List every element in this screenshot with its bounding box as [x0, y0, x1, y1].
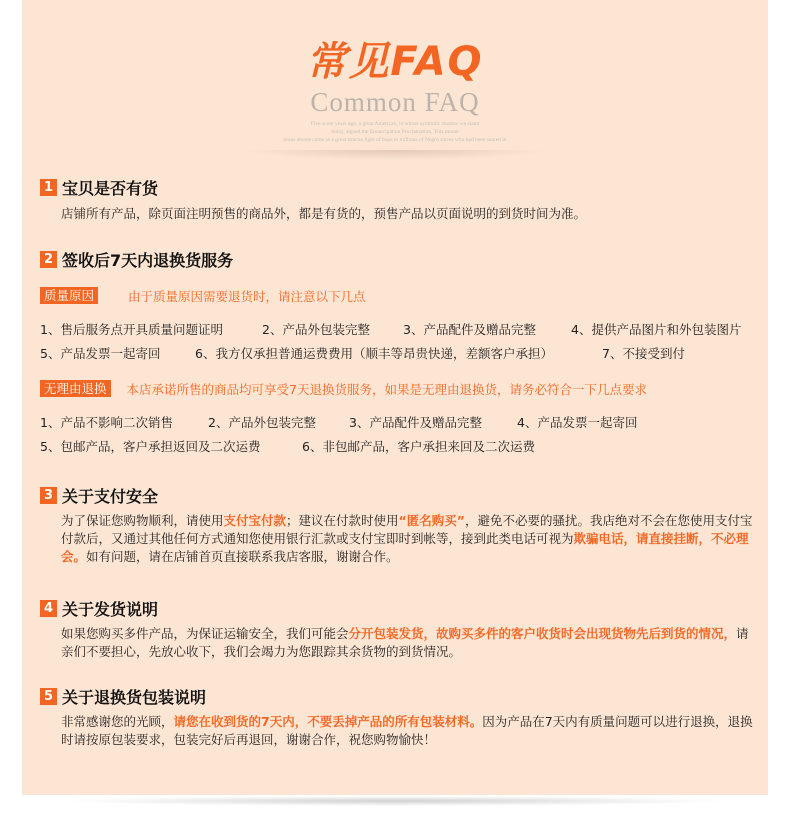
section-title: 关于支付安全: [62, 486, 159, 506]
section-title: 关于退换货包装说明: [62, 687, 207, 707]
quality-reason-note: 由于质量原因需要退货时，请注意以下几点: [128, 288, 366, 304]
decorative-small-text: Five score years ago, a great American, in whose symbolic shadow we stand today, signed the Emancipation Proclamation. This mome ntous decree came as a great beacon light of hope to millions of Negro slaves who had been seared in: [283, 121, 507, 143]
list-item: 2、产品外包装完整: [262, 322, 370, 337]
no-reason-note: 本店承诺所售的商品均可享受7天退换货服务，如果是无理由退换货，请务必符合一下几点要求: [126, 381, 647, 397]
section-number-badge: 5: [40, 688, 57, 705]
panel-shadow: [60, 796, 730, 806]
section-title: 关于发货说明: [62, 599, 159, 619]
list-item: 3、产品配件及赠品完整: [403, 322, 536, 337]
no-reason-tag: 无理由退换: [40, 380, 111, 397]
list-item: 3、产品配件及赠品完整: [349, 415, 482, 430]
list-item: 5、产品发票一起寄回: [40, 346, 161, 361]
section-text: 为了保证您购物顺利，请使用支付宝付款；建议在付款时使用“匿名购买”，避免不必要的骚扰。我店绝对不会在您使用支付宝付款后，又通过其他任何方式通知您使用银行汇款或支付宝即时到帐等，接到此类电话可视为欺骗电话，请直接挂断，不必理会。如有问题，请在店铺首页直接联系我店客服，谢谢合作。: [61, 513, 753, 564]
no-reason-list-row: [40, 413, 637, 431]
list-item: 7、不接受到付: [602, 346, 685, 361]
faq-title: 常见FAQ: [306, 39, 484, 85]
section-packaging: [40, 685, 760, 749]
section-number-badge: 1: [40, 179, 57, 196]
section-text: 店铺所有产品，除页面注明预售的商品外，都是有货的，预售产品以页面说明的到货时间为准。: [61, 206, 587, 221]
quality-list-row: [40, 344, 685, 362]
section-payment: [40, 484, 760, 566]
list-item: 1、产品不影响二次销售: [40, 415, 173, 430]
section-number-badge: 2: [40, 251, 57, 268]
section-title: 签收后7天内退换货服务: [62, 250, 234, 270]
header-divider: [240, 150, 550, 160]
quality-reason-tag: 质量原因: [40, 287, 98, 304]
list-item: 4、产品发票一起寄回: [517, 415, 638, 430]
list-item: 6、非包邮产品，客户承担来回及二次运费: [302, 439, 535, 454]
quality-reason-row: [40, 287, 366, 304]
no-reason-row: [40, 380, 647, 397]
section-text: 非常感谢您的光顾，请您在收到货的7天内，不要丢掉产品的所有包装材料。因为产品在7天内有质量问题可以进行退换，退换时请按原包装要求，包装完好后再退回，谢谢合作，祝您购物愉快！: [61, 714, 753, 747]
section-returns: [40, 248, 233, 270]
list-item: 1、售后服务点开具质量问题证明: [40, 322, 223, 337]
list-item: 2、产品外包装完整: [208, 415, 316, 430]
no-reason-list-row: [40, 437, 535, 455]
section-number-badge: 4: [40, 600, 57, 617]
list-item: 4、提供产品图片和外包装图片: [571, 322, 742, 337]
list-item: 6、我方仅承担普通运费费用（顺丰等昂贵快递，差额客户承担）: [195, 346, 553, 361]
section-number-badge: 3: [40, 487, 57, 504]
quality-list-row: [40, 320, 741, 338]
section-text: 如果您购买多件产品，为保证运输安全，我们可能会分开包装发货，故购买多件的客户收货时会出现货物先后到货的情况，请亲们不要担心，先放心收下，我们会竭力为您跟踪其余货物的到货情况。: [61, 626, 749, 659]
section-stock: [40, 176, 586, 223]
list-item: 5、包邮产品，客户承担返回及二次运费: [40, 439, 261, 454]
faq-subtitle: Common FAQ: [310, 87, 480, 117]
section-shipping: [40, 597, 760, 661]
section-title: 宝贝是否有货: [62, 178, 159, 198]
